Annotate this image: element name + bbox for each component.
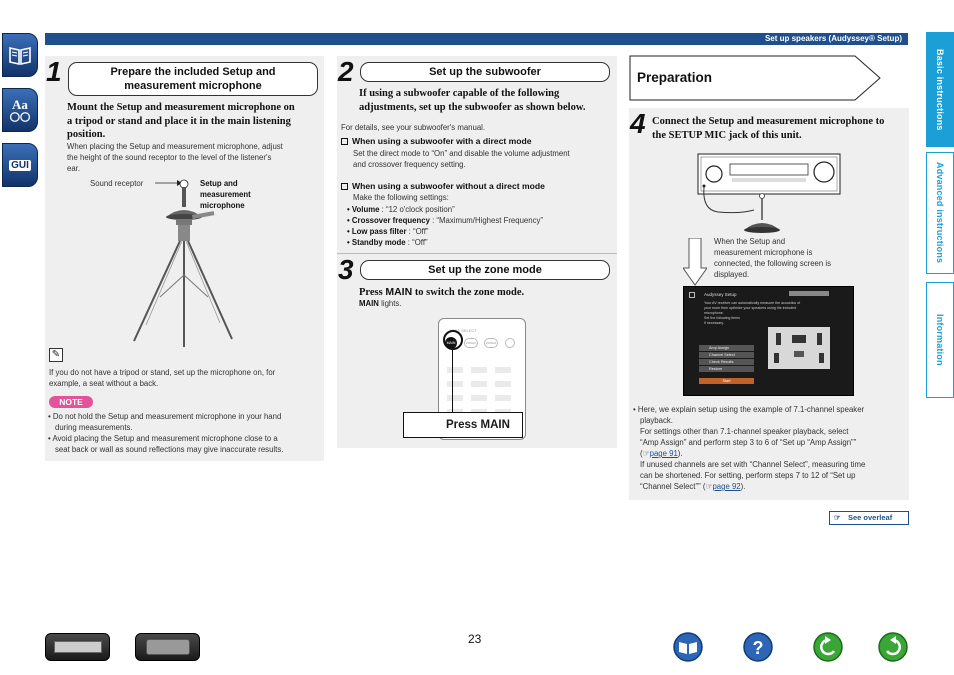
bullet-line8-suffix: ). xyxy=(740,482,746,491)
remote-zone2-button[interactable]: ZONE2 xyxy=(464,338,478,348)
screen-title: Audyssey Setup xyxy=(704,292,737,297)
manual-book-icon[interactable] xyxy=(673,632,703,662)
pencil-tip-icon: ✎ xyxy=(49,348,63,362)
setting-item: • Crossover frequency : “Maximum/Highest Frequency” xyxy=(347,216,543,225)
note2-line1: • Avoid placing the Setup and measurement microphone close to a xyxy=(48,434,278,443)
main-key-sub: MAIN xyxy=(359,299,379,308)
direct-mode-body xyxy=(353,148,615,170)
step4-lead-line2: the SETUP MIC jack of this unit. xyxy=(652,129,802,141)
bullet-line1: • Here, we explain setup using the example of 7.1-channel speaker xyxy=(633,405,865,414)
step1-body-line1: When placing the Setup and measurement microphone, adjust xyxy=(67,142,283,151)
bullet-line5-prefix: ( xyxy=(640,449,643,458)
page-ref-icon: ☞ xyxy=(705,482,713,491)
aa-text-label: Aa xyxy=(12,96,28,112)
setting-name: Volume xyxy=(351,205,380,214)
setting-value: : “12 o'clock position” xyxy=(381,205,455,214)
page-91-link[interactable]: page 91 xyxy=(649,449,678,458)
help-icon[interactable] xyxy=(743,632,773,662)
step3-sub xyxy=(359,298,401,309)
checkbox-icon xyxy=(341,138,348,145)
setting-value: : “Off” xyxy=(407,238,428,247)
tab-advanced-label: Advanced instructions xyxy=(935,162,945,264)
screen-menu-item[interactable]: Restore xyxy=(699,366,754,372)
step2-number: 2 xyxy=(338,56,354,87)
gui-icon[interactable] xyxy=(2,143,38,187)
screen-menu xyxy=(699,345,754,372)
step3-sub-suffix: lights. xyxy=(378,299,402,308)
no-direct-intro: Make the following settings: xyxy=(353,193,449,202)
tab-information[interactable] xyxy=(926,282,954,398)
tripod-microphone-illustration xyxy=(120,175,250,350)
remote-zone3-button[interactable]: ZONE3 xyxy=(484,338,498,348)
step1-lead-line2: a tripod or stand and place it in the main listening xyxy=(67,115,291,127)
bullet-line4: “Amp Assign” and perform step 3 to 6 of “Set up “Amp Assign”” xyxy=(640,438,857,447)
screen-text-line3: microphone. xyxy=(704,311,724,315)
bullet-line8 xyxy=(633,481,907,492)
bullet-line2: playback. xyxy=(640,416,673,425)
screen-speaker-fr xyxy=(817,333,822,345)
step3-title: Set up the zone mode xyxy=(360,260,610,280)
tab-information-label: Information xyxy=(935,314,945,366)
step1-tip-line2: example, a seat without a back. xyxy=(49,379,159,388)
connected-line4: displayed. xyxy=(714,270,750,279)
connected-line1: When the Setup and xyxy=(714,237,786,246)
setting-item: • Volume : “12 o'clock position” xyxy=(347,205,455,214)
header-title: Set up speakers (Audyssey® Setup) xyxy=(764,34,902,43)
screen-text-line4: Set the following items xyxy=(704,316,740,320)
direct-line2: and crossover frequency setting. xyxy=(353,160,466,169)
setting-item: • Low pass filter : “Off” xyxy=(347,227,429,236)
screen-speaker-layout xyxy=(768,327,830,369)
screen-speaker-fl xyxy=(776,333,781,345)
remote-zone-label: ZONE SELECT xyxy=(449,328,477,333)
screen-setup-icon xyxy=(689,292,695,298)
setting-name: Crossover frequency xyxy=(351,216,430,225)
step4-bullet xyxy=(633,404,907,492)
tab-basic-instructions[interactable] xyxy=(926,32,954,147)
header-bar xyxy=(45,33,908,45)
tab-advanced-instructions[interactable] xyxy=(926,152,954,274)
screen-menu-item[interactable]: Amp Assign xyxy=(699,345,754,351)
step1-tip xyxy=(49,367,322,389)
screen-text-line5: if necessary. xyxy=(704,321,724,325)
setting-value: : “Maximum/Highest Frequency” xyxy=(432,216,543,225)
screen-speaker-center xyxy=(792,335,806,343)
step4-lead xyxy=(652,115,907,142)
setting-name: Low pass filter xyxy=(351,227,407,236)
note1-line1: • Do not hold the Setup and measurement microphone in your hand xyxy=(48,412,282,421)
down-arrow-icon xyxy=(683,238,707,286)
step3-lead-prefix: Press xyxy=(359,287,386,298)
bullet-line5-suffix: ). xyxy=(677,449,683,458)
screen-text-line2: your room then optimize your speakers using the included xyxy=(704,306,797,310)
receiver-with-microphone-illustration xyxy=(692,150,847,235)
remote-power-button[interactable] xyxy=(505,338,515,348)
step3-lead-suffix: to switch the zone mode. xyxy=(412,287,525,298)
step1-body-line3: ear. xyxy=(67,164,81,173)
step1-body-line2: the height of the sound receptor to the level of the listener's xyxy=(67,153,272,162)
bullet-line5 xyxy=(633,448,907,459)
step1-lead xyxy=(67,101,321,142)
callout-line xyxy=(452,350,453,412)
connected-line3: connected, the following screen is xyxy=(714,259,832,268)
back-icon[interactable] xyxy=(813,632,843,662)
direct-mode-title xyxy=(341,136,532,146)
main-key: MAIN xyxy=(385,286,413,298)
screen-audyssey-logo xyxy=(789,291,829,296)
step1-title-line2: measurement microphone xyxy=(124,80,262,92)
step2-lead-line1: If using a subwoofer capable of the following xyxy=(359,88,560,99)
screen-listener xyxy=(794,351,804,357)
receiver-front-icon[interactable] xyxy=(45,633,110,661)
audyssey-setup-screen xyxy=(683,286,854,396)
step1-lead-line3: position. xyxy=(67,129,106,140)
step4-lead-line1: Connect the Setup and measurement microphone to xyxy=(652,116,885,127)
page-number: 23 xyxy=(468,632,482,646)
note-badge: NOTE xyxy=(49,396,93,408)
screen-menu-item[interactable]: Check Results xyxy=(699,359,754,365)
no-direct-mode-title xyxy=(341,181,545,191)
step1-tip-line1: If you do not have a tripod or stand, set up the microphone on, for xyxy=(49,368,276,377)
press-main-callout: Press MAIN xyxy=(403,412,523,438)
setting-item: • Standby mode : “Off” xyxy=(347,238,428,247)
forward-icon[interactable] xyxy=(878,632,908,662)
step2-lead-line2: adjustments, set up the subwoofer as shown below. xyxy=(359,101,586,113)
step1-title-line1: Prepare the included Setup and xyxy=(110,66,276,78)
direct-line1: Set the direct mode to “On” and disable the volume adjustment xyxy=(353,149,570,158)
step2-lead xyxy=(359,87,613,114)
setting-name: Standby mode xyxy=(351,238,406,247)
mic-label-line1: Setup and xyxy=(200,179,238,188)
aa-text-icon[interactable] xyxy=(2,88,38,132)
bullet-line8-prefix: “Channel Select”” ( xyxy=(640,482,706,491)
remote-icon[interactable] xyxy=(135,633,200,661)
screen-text xyxy=(704,301,852,326)
step1-number: 1 xyxy=(46,56,62,87)
note1-line2: during measurements. xyxy=(55,423,133,432)
direct-mode-title-text: When using a subwoofer with a direct mode xyxy=(352,136,532,146)
step4-connected-text xyxy=(714,236,831,280)
screen-menu-item[interactable]: Channel Select xyxy=(699,352,754,358)
step2-title: Set up the subwoofer xyxy=(360,62,610,82)
step1-notes xyxy=(48,411,322,455)
main-button-highlight-circle xyxy=(443,330,463,350)
remote-keypad xyxy=(447,359,517,419)
bullet-line6: If unused channels are set with “Channel Select”, measuring time xyxy=(640,460,866,469)
step2-details: For details, see your subwoofer's manual. xyxy=(341,123,486,132)
see-overleaf-label: See overleaf xyxy=(848,513,893,522)
screen-speaker-sl xyxy=(774,353,779,363)
mic-label-line2: measurement xyxy=(200,190,251,199)
page-ref-icon: ☞ xyxy=(642,449,650,458)
step4-number: 4 xyxy=(630,108,646,139)
see-overleaf-link[interactable] xyxy=(829,511,909,525)
preparation-title: Preparation xyxy=(637,70,713,85)
checkbox-icon xyxy=(341,183,348,190)
note2-line2: seat back or wall as sound reflections may give inaccurate results. xyxy=(55,445,284,454)
screen-start-button[interactable]: Start xyxy=(699,378,754,384)
step1-title xyxy=(68,62,318,96)
remote-main-button[interactable]: MAIN xyxy=(445,337,457,349)
book-icon[interactable] xyxy=(2,33,38,77)
sound-receptor-label: Sound receptor xyxy=(90,179,144,188)
bullet-line7: can be shortened. For setting, perform steps 7 to 12 of “Set up xyxy=(640,471,856,480)
connected-line2: measurement microphone is xyxy=(714,248,813,257)
step1-body xyxy=(67,141,322,174)
step-divider xyxy=(337,253,617,254)
page-ref-icon: ☞ xyxy=(834,513,841,522)
tab-basic-label: Basic instructions xyxy=(935,48,945,131)
step3-number: 3 xyxy=(338,254,354,285)
mic-label-line3: microphone xyxy=(200,201,245,210)
settings-list xyxy=(347,204,543,248)
gui-label: GUI xyxy=(11,159,29,171)
screen-text-line1: Your AV receiver can automatically measure the acoustics of xyxy=(704,301,801,305)
page-92-link[interactable]: page 92 xyxy=(712,482,741,491)
screen-speaker-sr xyxy=(819,353,824,363)
bullet-line3: For settings other than 7.1-channel speaker playback, select xyxy=(640,427,849,436)
setting-value: : “Off” xyxy=(408,227,429,236)
step1-lead-line1: Mount the Setup and measurement microphone on xyxy=(67,102,295,113)
no-direct-mode-title-text: When using a subwoofer without a direct mode xyxy=(352,181,545,191)
svg-text:?: ? xyxy=(752,638,764,658)
